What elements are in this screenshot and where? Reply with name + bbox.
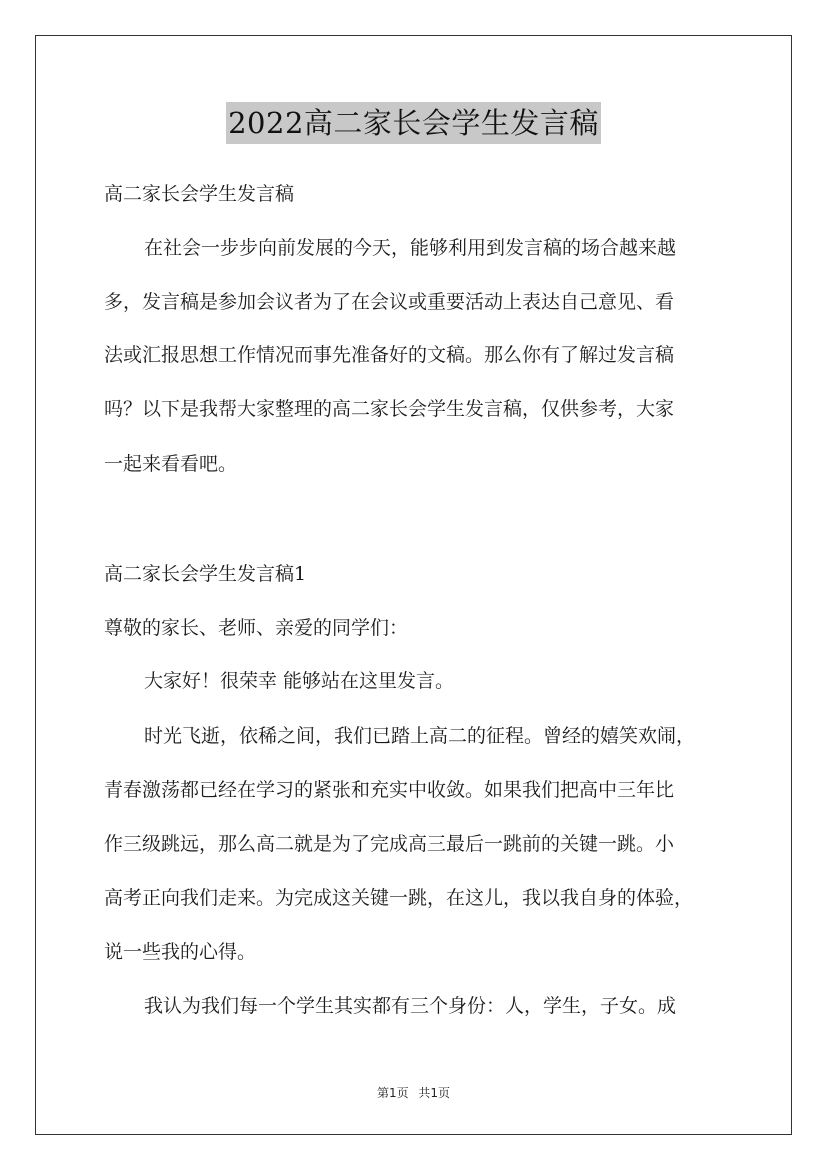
- paragraph-line: 吗？以下是我帮大家整理的高二家长会学生发言稿，仅供参考，大家: [104, 398, 675, 420]
- paragraph-line: 我认为我们每一个学生其实都有三个身份：人，学生，子女。成: [144, 995, 677, 1017]
- title-wrapper: [0, 102, 827, 144]
- page-number: 第1页: [376, 1086, 409, 1100]
- paragraph-line: 多，发言稿是参加会议者为了在会议或重要活动上表达自己意见、看: [104, 291, 675, 313]
- paragraph-line: 时光飞逝，依稀之间，我们已踏上高二的征程。曾经的嬉笑欢闹，: [144, 725, 696, 747]
- paragraph-line: 高考正向我们走来。为完成这关键一跳，在这儿，我以我自身的体验，: [104, 887, 694, 909]
- section-heading: 高二家长会学生发言稿1: [104, 563, 307, 585]
- section-heading: 高二家长会学生发言稿: [104, 183, 295, 205]
- paragraph-line: 青春激荡都已经在学习的紧张和充实中收敛。如果我们把高中三年比: [104, 779, 675, 801]
- paragraph-line: 法或汇报思想工作情况而事先准备好的文稿。那么你有了解过发言稿: [104, 344, 675, 366]
- document-title: 2022高二家长会学生发言稿: [226, 102, 601, 144]
- paragraph-line: 在社会一步步向前发展的今天，能够利用到发言稿的场合越来越: [144, 237, 677, 259]
- salutation-line: 尊敬的家长、老师、亲爱的同学们：: [104, 617, 409, 639]
- paragraph-line: 一起来看看吧。: [104, 453, 238, 475]
- page-footer: [0, 1084, 827, 1101]
- page-total: 共1页: [418, 1086, 451, 1100]
- paragraph-line: 作三级跳远，那么高二就是为了完成高三最后一跳前的关键一跳。小: [104, 833, 675, 855]
- paragraph-line: 说一些我的心得。: [104, 941, 257, 963]
- paragraph-line: 大家好！很荣幸 能够站在这里发言。: [144, 670, 455, 692]
